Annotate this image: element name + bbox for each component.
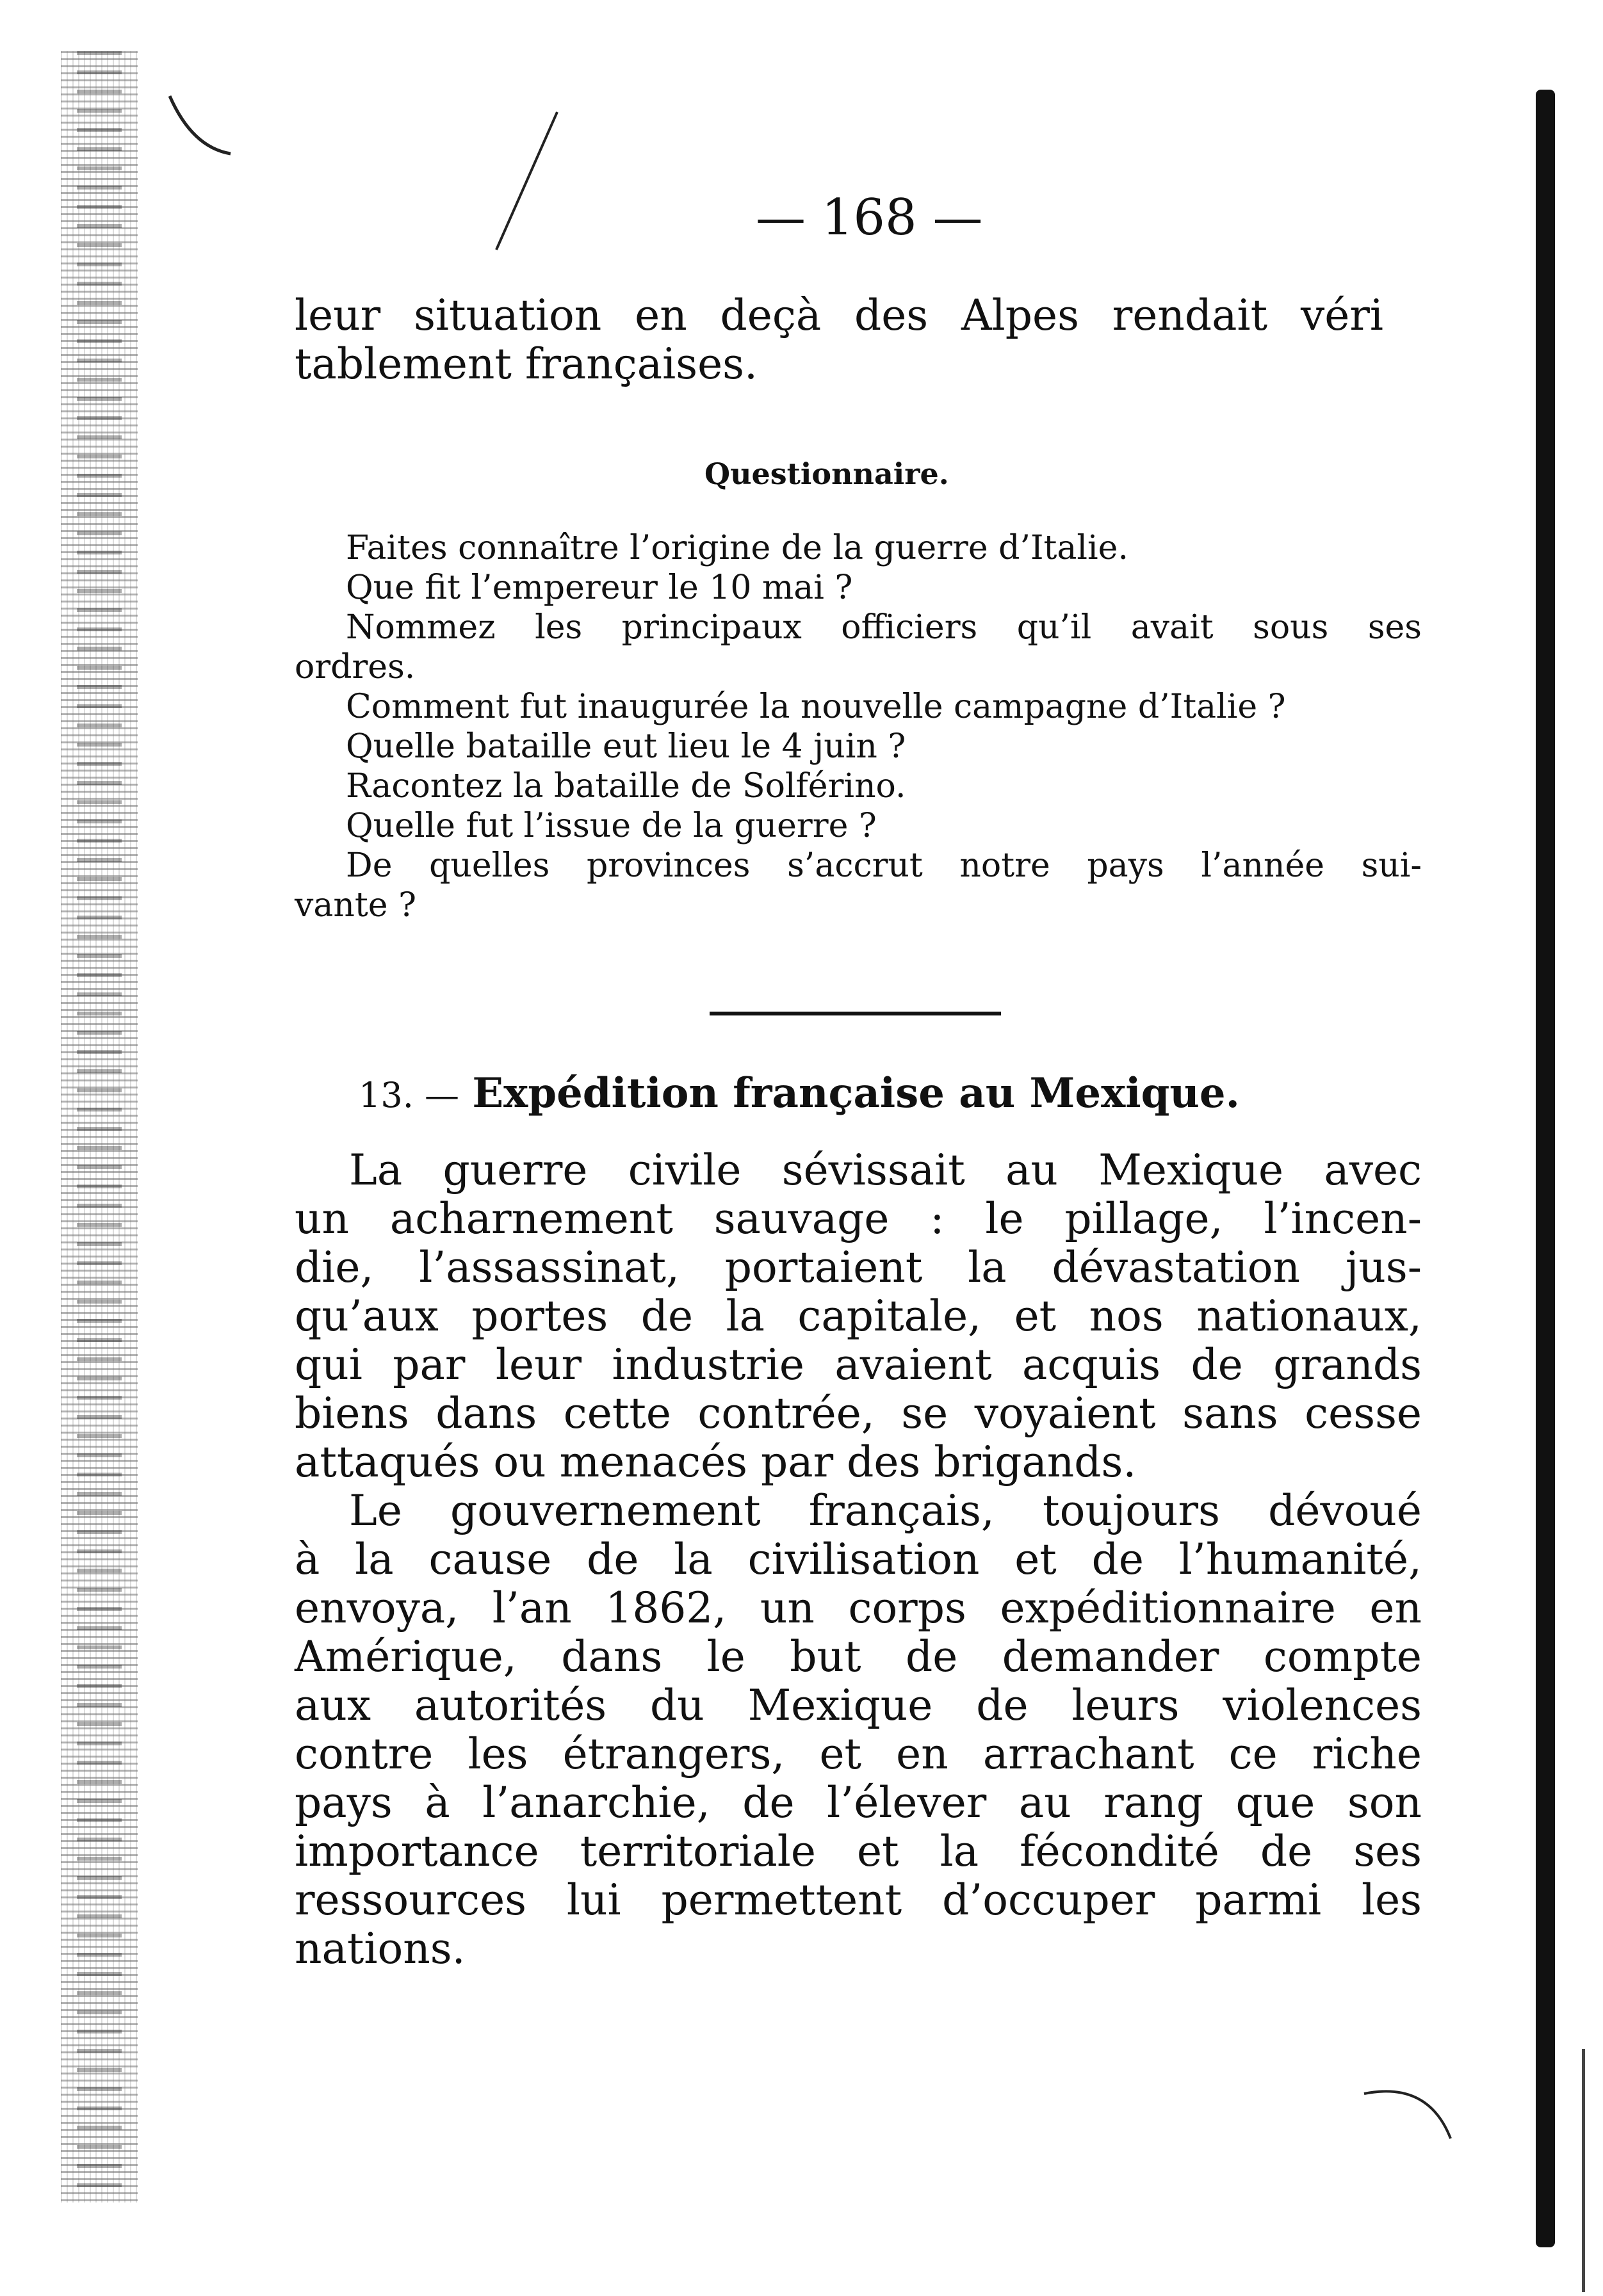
question-line: Que fit l’empereur le 10 mai ? [346,569,853,607]
section-number: 13. — [359,1075,460,1115]
section-divider [710,1012,1001,1015]
paragraph-line: attaqués ou menacés par des brigands. [295,1437,1137,1487]
paragraph-line: à la cause de la civilisation et de l’humanité, [295,1535,1422,1584]
carryover-line-2: tablement françaises. [295,339,758,389]
section-title: Expédition française au Mexique. [472,1069,1240,1117]
question-line: Quelle bataille eut lieu le 4 juin ? [346,727,906,766]
paragraph-line: qu’aux portes de la capitale, et nos nationaux, [295,1291,1422,1341]
page-number: — 168 — [756,189,983,247]
paragraph-line: aux autorités du Mexique de leurs violences [295,1681,1422,1730]
carryover-line-1: leur situation en deçà des Alpes rendait véri [295,291,1383,340]
question-line: vante ? [295,886,416,925]
paragraph-line: die, l’assassinat, portaient la dévastation jus- [295,1243,1422,1292]
paragraph-line: un acharnement sauvage : le pillage, l’incen- [295,1194,1422,1243]
paragraph-line: Amérique, dans le but de demander compte [295,1632,1422,1681]
question-line: ordres. [295,648,416,686]
question-line: Racontez la bataille de Solférino. [346,767,906,805]
paragraph-line: importance territoriale et la fécondité de ses [295,1827,1422,1876]
paragraph-line: contre les étrangers, et en arrachant ce riche [295,1729,1422,1779]
paragraph-line: Le gouvernement français, toujours dévoué [349,1486,1422,1535]
paragraph-line: pays à l’anarchie, de l’élever au rang que son [295,1778,1422,1827]
section-heading [359,1069,1240,1120]
paragraph-line: ressources lui permettent d’occuper parmi les [295,1875,1422,1925]
question-line: Comment fut inaugurée la nouvelle campagne d’Italie ? [346,688,1286,726]
questionnaire-title: Questionnaire. [704,457,949,491]
question-line: De quelles provinces s’accrut notre pays l’année sui- [346,846,1422,885]
paragraph-line: nations. [295,1924,466,1973]
question-line: Quelle fut l’issue de la guerre ? [346,807,877,845]
paragraph-line: envoya, l’an 1862, un corps expéditionnaire en [295,1583,1422,1633]
paragraph-line: biens dans cette contrée, se voyaient sans cesse [295,1389,1422,1438]
question-line: Nommez les principaux officiers qu’il avait sous ses [346,608,1422,647]
paragraph-line: La guerre civile sévissait au Mexique avec [349,1145,1422,1195]
paragraph-line: qui par leur industrie avaient acquis de grands [295,1340,1422,1389]
question-line: Faites connaître l’origine de la guerre d’Italie. [346,529,1128,567]
